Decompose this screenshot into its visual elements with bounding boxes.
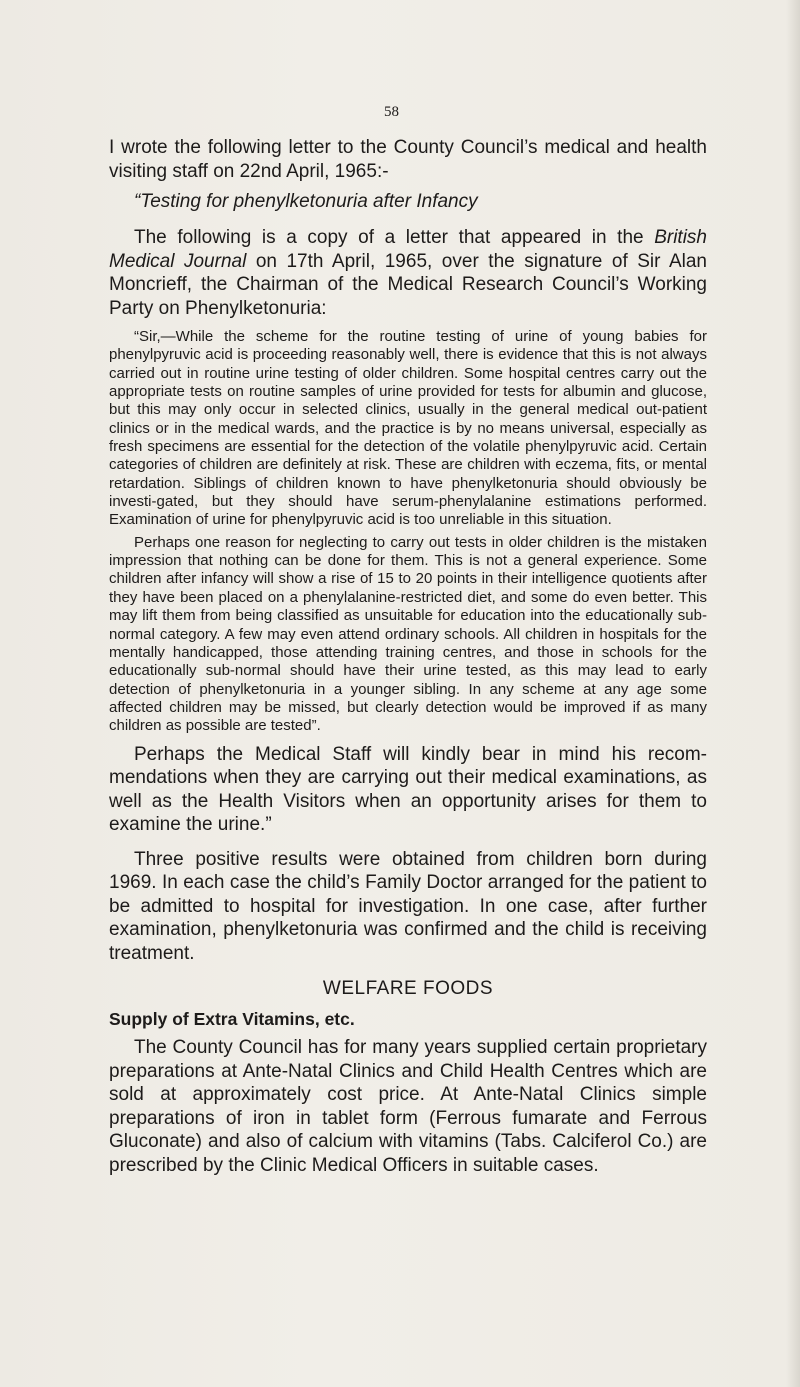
- page-edge-shadow: [786, 0, 800, 1387]
- quoted-letter-paragraph: Perhaps one reason for neglecting to carry out tests in older children is the mistaken impression that nothing can be done for them. This is not a general experience. Some children after infancy will show a rise of 15 to 20 points in their intelligence quotients after they have been placed on a phenylalanine-restricted diet, and some do even better. This may lift them from being classified as unsuitable for education into the educationally sub-normal category. A few may even attend ordinary schools. All children in hospitals for the mentally handicapped, those attending training centres, and those in schools for the educationally sub-normal should have their urine tested, as this may lead to early detection of phenylketonuria in a younger sibling. In any scheme at any age some affected children may be missed, but clearly detection would be improved if as many children as possible are tested”.: [109, 533, 707, 735]
- letter-intro-after: on 17th April, 1965, over the signature of Sir Alan Moncrieff, the Chairman of the Medical Research Council’s Working Party on Phenylketonuria:: [109, 250, 707, 319]
- letter-closing-paragraph: Perhaps the Medical Staff will kindly bear in mind his recom-mendations when they are carrying out their medical examinations, as well as the Health Visitors when an opportunity arises for them to examine the urine.”: [109, 743, 707, 836]
- welfare-paragraph: The County Council has for many years supplied certain proprietary preparations at Ante-Natal Clinics and Child Health Centres which are sold at approximately cost price. At Ante-Natal Clinics simple preparations of iron in tablet form (Ferrous fumarate and Ferrous Gluconate) and also of calcium with vitamins (Tabs. Calciferol Co.) are prescribed by the Clinic Medical Officers in suitable cases.: [109, 1037, 707, 1176]
- page-number: 58: [384, 104, 399, 120]
- letter-heading: “Testing for phenylketonuria after Infancy: [134, 191, 478, 212]
- journal-name: British Medical Journal: [109, 227, 707, 272]
- quoted-letter-paragraph: “Sir,—While the scheme for the routine testing of urine of young babies for phenylpyruvic acid is proceeding reasonably well, there is evidence that this is not always carried out in routine urine testing of older children. Some hospital centres carry out the appropriate tests on routine samples of urine provided for tests for albumin and glucose, but this may only occur in selected clinics, usually in the general medical out-patient clinics or in the medical wards, and the practice is by no means universal, especially as fresh specimens are essential for the detection of the volatile phenylpyruvic acid. Certain categories of children are definitely at risk. These are children with eczema, fits, or mental retardation. Siblings of children known to have phenylketonuria should obviously be investi-gated, but they should have serum-phenylalanine estimations performed. Examination of urine for phenylpyruvic acid is too unreliable in this situation.: [109, 328, 707, 529]
- page-content: [109, 136, 707, 1177]
- results-paragraph: Three positive results were obtained from children born during 1969. In each case the child’s Family Doctor arranged for the patient to be admitted to hospital for investigation. In one case, after further examination, phenylketonuria was confirmed and the child is receiving treatment.: [109, 848, 707, 964]
- letter-intro-before: The following is a copy of a letter that appeared in the: [134, 227, 655, 248]
- subheading-extra-vitamins: Supply of Extra Vitamins, etc.: [109, 1009, 355, 1030]
- section-title-welfare-foods: WELFARE FOODS: [322, 978, 494, 1000]
- letter-intro-paragraph: [109, 226, 707, 320]
- intro-paragraph: I wrote the following letter to the County Council’s medical and health visiting staff on 22nd April, 1965:-: [109, 137, 707, 182]
